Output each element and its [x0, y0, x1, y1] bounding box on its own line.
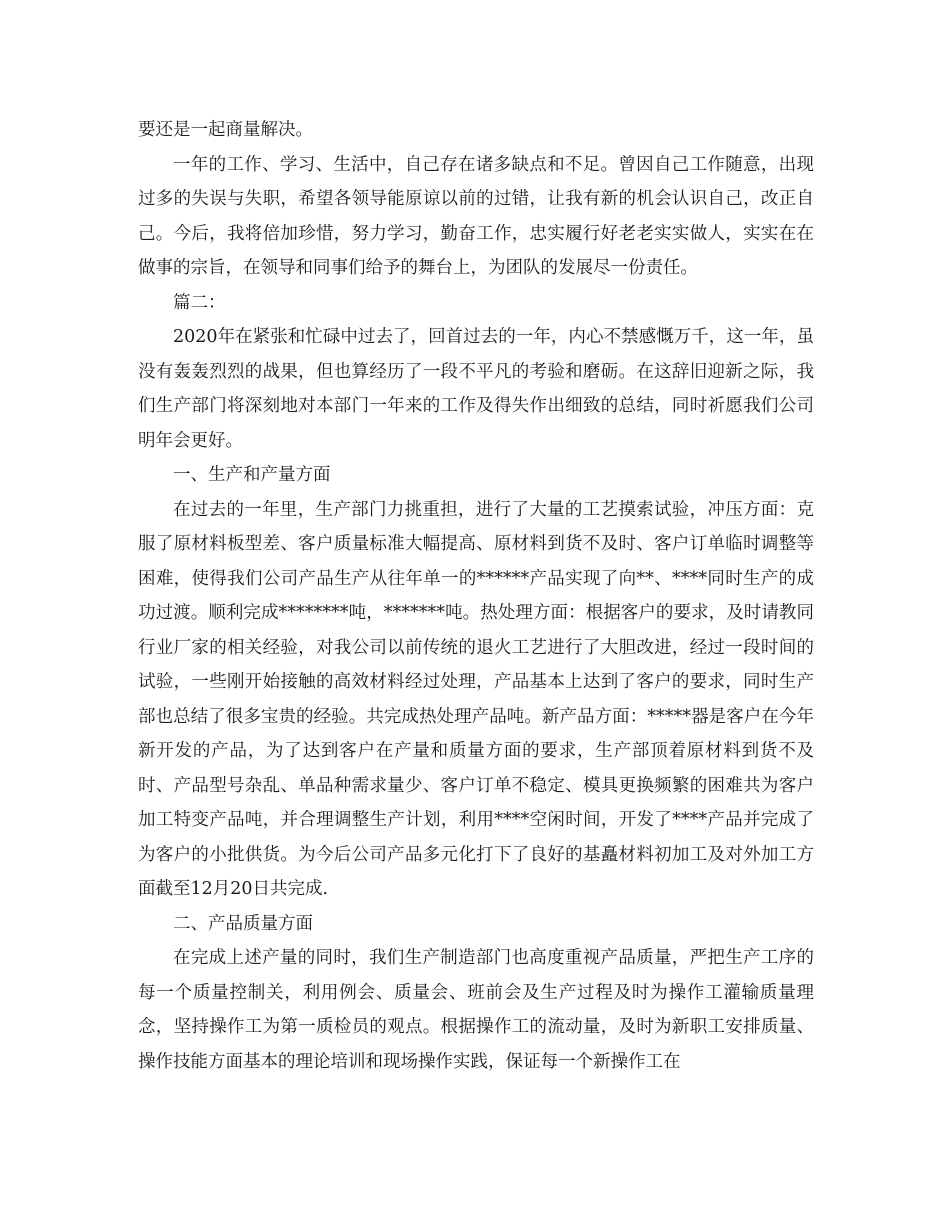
document-body [138, 113, 814, 1079]
heading-product-quality: 二、产品质量方面 [173, 913, 313, 934]
paragraph-self-reflection: 一年的工作、学习、生活中，自己存在诸多缺点和不足。曾因自己工作随意，出现过多的失误与失职，希望各领导能原谅以前的过错，让我有新的机会认识自己，改正自己。今后，我将倍加珍惜，努力学习，勤奋工作，忠实履行好老老实实做人，实实在在做事的宗旨，在领导和同事们给予的舞台上，为团队的发展尽一份责任。 [138, 154, 814, 278]
paragraph-production-output: 在过去的一年里，生产部门力挑重担，进行了大量的工艺摸索试验，冲压方面：克服了原材料板型差、客户质量标准大幅提高、原材料到货不及时、客户订单临时调整等困难，使得我们公司产品生产从往年单一的******产品实现了向**、****同时生产的成功过渡。顺利完成********吨，*******吨。热处理方面：根据客户的要求，及时请教同行业厂家的相关经验，对我公司以前传统的退火工艺进行了大胆改进，经过一段时间的试验，一些刚开始接触的高效材料经过处理，产品基本上达到了客户的要求，同时生产部也总结了很多宝贵的经验。共完成热处理产品吨。新产品方面：*****器是客户在今年新开发的产品，为了达到客户在产量和质量方面的要求，生产部顶着原材料到货不及时、产品型号杂乱、单品种需求量少、客户订单不稳定、模具更换频繁的困难共为客户加工特变产品吨，并合理调整生产计划，利用****空闲时间，开发了****产品并完成了为客户的小批供货。为今后公司产品多元化打下了良好的基矗材料初加工及对外加工方面截至12月20日共完成. [138, 499, 814, 899]
paragraph-product-quality: 在完成上述产量的同时，我们生产制造部门也高度重视产品质量，严把生产工序的每一个质量控制关，利用例会、质量会、班前会及生产过程及时为操作工灌输质量理念，坚持操作工为第一质检员的观点。根据操作工的流动量，及时为新职工安排质量、操作技能方面基本的理论培训和现场操作实践，保证每一个新操作工在 [138, 948, 814, 1072]
paragraph-year-intro: 2020年在紧张和忙碌中过去了，回首过去的一年，内心不禁感慨万千，这一年，虽没有轰轰烈烈的战果，但也算经历了一段不平凡的考验和磨砺。在这辞旧迎新之际，我们生产部门将深刻地对本部门一年来的工作及得失作出细致的总结，同时祈愿我们公司明年会更好。 [138, 327, 814, 451]
section-label-part-two: 篇二： [173, 292, 226, 313]
heading-production-output: 一、生产和产量方面 [173, 465, 331, 485]
paragraph-continuation: 要还是一起商量解决。 [138, 120, 313, 140]
